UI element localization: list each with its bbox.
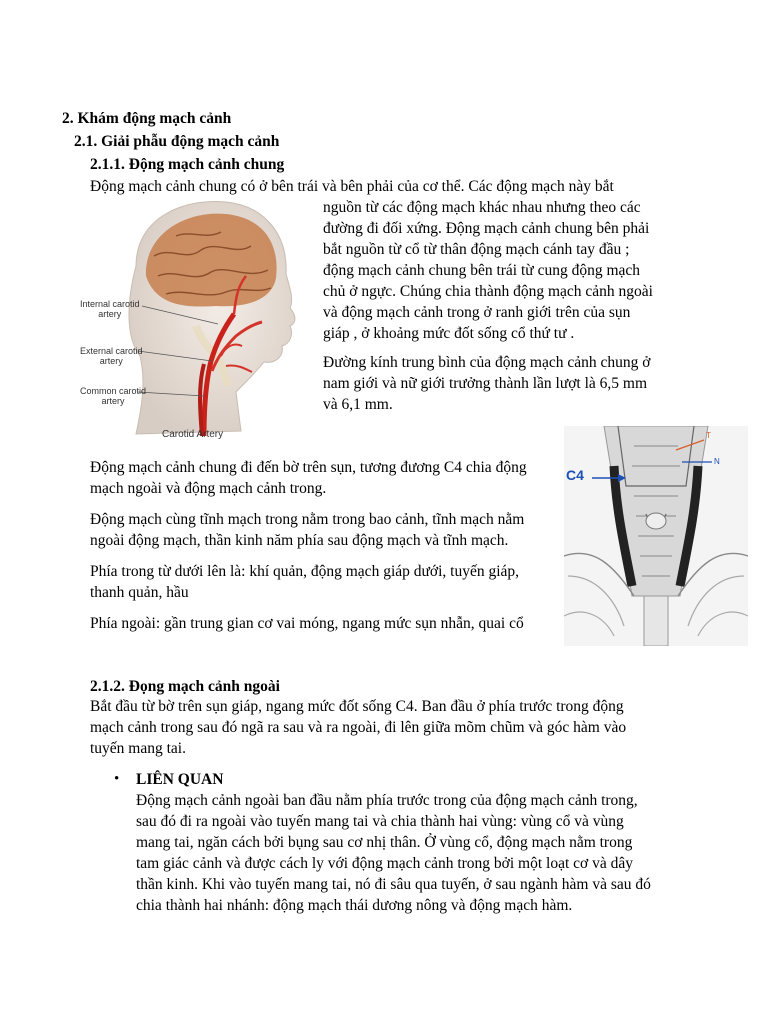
heading-section-2: 2. Khám động mạch cảnh <box>62 110 232 127</box>
figure-caption-carotid-artery: Carotid Artery <box>162 429 224 440</box>
paragraph-2-diameter: Đường kính trung bình của động mạch cảnh chung ở nam giới và nữ giới trưởng thành lần lượt là 6,5 mm và 6,1 mm. <box>323 354 651 413</box>
label-external-carotid: External carotid artery <box>80 346 143 366</box>
label-n: N <box>714 457 720 466</box>
heading-section-2-1: 2.1. Giải phẫu động mạch cảnh <box>74 133 280 150</box>
bullet-paragraph-relations: Động mạch cảnh ngoài ban đầu nằm phía trước trong của động mạch cảnh trong, sau đó đi ra ngoài vào tuyến mang tai và chia thành hai vùng: vùng cổ và vùng mang tai, ngăn cách bởi bụng sau cơ nhị thân. Ở vùng cổ, động mạch nằm trong tam giác cảnh và được cách ly với động mạch cảnh trong bởi một loạt cơ và dây thần kinh. Khi vào tuyến mang tai, nó đi sâu qua tuyến, ở sau ngành hàm và sau đó chia thành hai nhánh: động mạch thái dương nông và động mạch hàm. <box>136 792 651 914</box>
label-t: T <box>706 431 711 440</box>
carotid-artery-figure <box>76 196 302 444</box>
paragraph-3-division: Động mạch cảnh chung đi đến bờ trên sụn, tương đương C4 chia động mạch ngoài và động mạch cảnh trong. <box>90 459 527 497</box>
heading-section-2-1-1: 2.1.1. Động mạch cảnh chung <box>90 156 285 173</box>
bullet-title: LIÊN QUAN <box>136 771 224 788</box>
paragraph-1-first-line: Động mạch cảnh chung có ở bên trái và bên phải của cơ thể. Các động mạch này bắt <box>90 178 614 195</box>
label-internal-carotid: Internal carotid artery <box>80 299 140 319</box>
label-c4: C4 <box>566 467 584 483</box>
neck-illustration <box>564 426 748 646</box>
paragraph-1-continued: nguồn từ các động mạch khác nhau nhưng theo các đường đi đối xứng. Động mạch cảnh chung bên phải bắt nguồn từ cổ từ thân động mạch cánh tay đầu ; động mạch cảnh chung bên trái từ cung động mạch chủ ở ngực. Chúng chia thành động mạch cảnh ngoài và động mạch cảnh trong ở ranh giới trên của sụn giáp , ở khoảng mức đốt sống cổ thứ tư . <box>323 199 653 342</box>
label-common-carotid: Common carotid artery <box>80 386 147 406</box>
paragraph-5-medial-relations: Phía trong từ dưới lên là: khí quản, động mạch giáp dưới, tuyến giáp, thanh quản, hầu <box>90 563 520 601</box>
paragraph-6-lateral-relations: Phía ngoài: gần trung gian cơ vai móng, ngang mức sụn nhẫn, quai cổ <box>90 615 524 632</box>
heading-section-2-1-2: 2.1.2. Đọng mạch cảnh ngoài <box>90 678 280 695</box>
bullet-dot: • <box>114 771 120 787</box>
head-illustration <box>76 196 302 444</box>
paragraph-7-external-carotid: Bắt đầu từ bờ trên sụn giáp, ngang mức đốt sống C4. Ban đầu ở phía trước trong động mạch cảnh trong sau đó ngã ra sau và ra ngoài, đi lên giữa mõm chũm và góc hàm vào tuyến mang tai. <box>90 698 627 757</box>
neck-c4-figure <box>564 426 748 646</box>
paragraph-4-carotid-sheath: Động mạch cùng tĩnh mạch trong nằm trong bao cảnh, tĩnh mạch nằm ngoài động mạch, thần kinh năm phía sau động mạch và tĩnh mạch. <box>90 511 525 549</box>
